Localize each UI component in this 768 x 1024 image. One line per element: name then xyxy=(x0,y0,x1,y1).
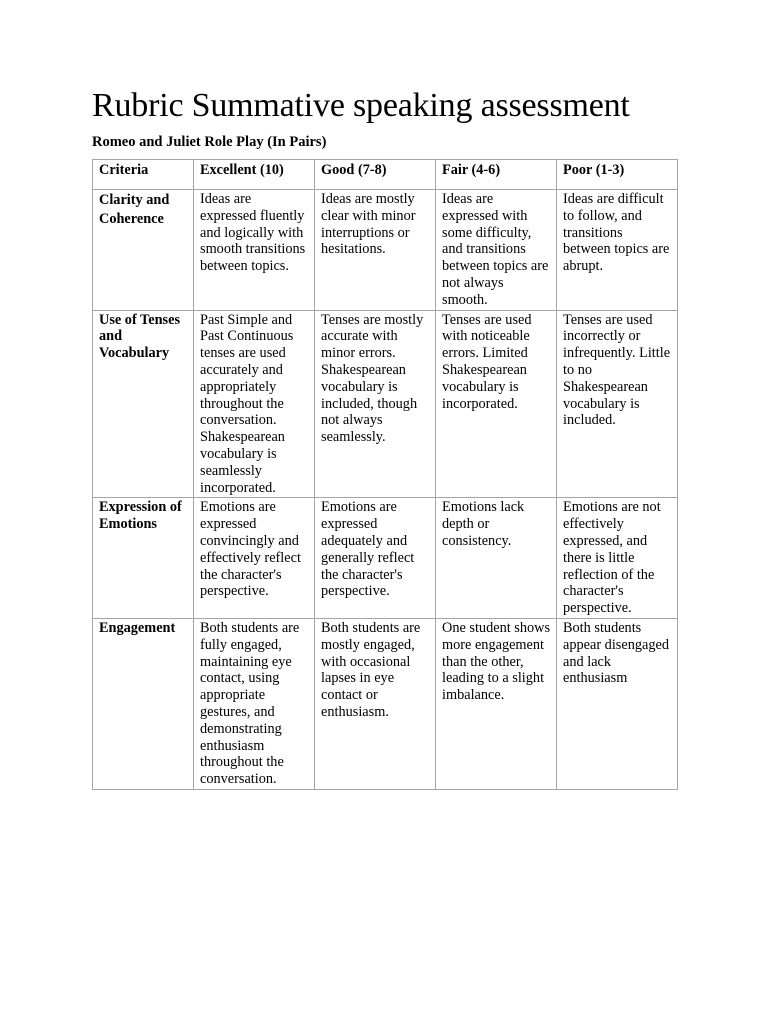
table-header-row xyxy=(93,160,678,190)
header-good: Good (7-8) xyxy=(315,160,436,190)
criteria-cell: Engagement xyxy=(93,618,194,789)
rubric-table xyxy=(92,159,678,790)
document-title: Rubric Summative speaking assessment xyxy=(92,87,630,124)
good-cell: Both students are mostly engaged, with occasional lapses in eye contact or enthusiasm. xyxy=(315,618,436,789)
criteria-cell: Expression of Emotions xyxy=(93,498,194,619)
criteria-cell xyxy=(93,190,194,311)
fair-cell: Tenses are used with noticeable errors. Limited Shakespearean vocabulary is incorporated. xyxy=(436,310,557,498)
poor-cell: Emotions are not effectively expressed, and there is little reflection of the character's perspective. xyxy=(557,498,678,619)
excellent-cell: Past Simple and Past Continuous tenses are used accurately and appropriately throughout the conversation. Shakespearean vocabulary is seamlessly incorporated. xyxy=(194,310,315,498)
fair-cell: One student shows more engagement than the other, leading to a slight imbalance. xyxy=(436,618,557,789)
table-row xyxy=(93,618,678,789)
excellent-cell: Ideas are expressed fluently and logically with smooth transitions between topics. xyxy=(194,190,315,311)
header-fair: Fair (4-6) xyxy=(436,160,557,190)
poor-cell: Ideas are difficult to follow, and transitions between topics are abrupt. xyxy=(557,190,678,311)
table-row xyxy=(93,498,678,619)
document-page xyxy=(92,84,677,790)
poor-cell: Both students appear disengaged and lack enthusiasm xyxy=(557,618,678,789)
table-row xyxy=(93,310,678,498)
fair-cell: Emotions lack depth or consistency. xyxy=(436,498,557,619)
table-row xyxy=(93,190,678,311)
good-cell: Emotions are expressed adequately and generally reflect the character's perspective. xyxy=(315,498,436,619)
good-cell: Tenses are mostly accurate with minor errors. Shakespearean vocabulary is included, though not always seamlessly. xyxy=(315,310,436,498)
excellent-cell: Both students are fully engaged, maintaining eye contact, using appropriate gestures, and demonstrating enthusiasm throughout the conversation. xyxy=(194,618,315,789)
header-poor: Poor (1-3) xyxy=(557,160,678,190)
document-subtitle: Romeo and Juliet Role Play (In Pairs) xyxy=(92,134,327,150)
poor-cell: Tenses are used incorrectly or infrequently. Little to no Shakespearean vocabulary is included. xyxy=(557,310,678,498)
criteria-label: Clarity and Coherence xyxy=(99,192,170,227)
header-criteria: Criteria xyxy=(93,160,194,190)
excellent-cell: Emotions are expressed convincingly and effectively reflect the character's perspective. xyxy=(194,498,315,619)
criteria-cell: Use of Tenses and Vocabulary xyxy=(93,310,194,498)
good-cell: Ideas are mostly clear with minor interruptions or hesitations. xyxy=(315,190,436,311)
fair-cell: Ideas are expressed with some difficulty, and transitions between topics are not always smooth. xyxy=(436,190,557,311)
header-excellent: Excellent (10) xyxy=(194,160,315,190)
